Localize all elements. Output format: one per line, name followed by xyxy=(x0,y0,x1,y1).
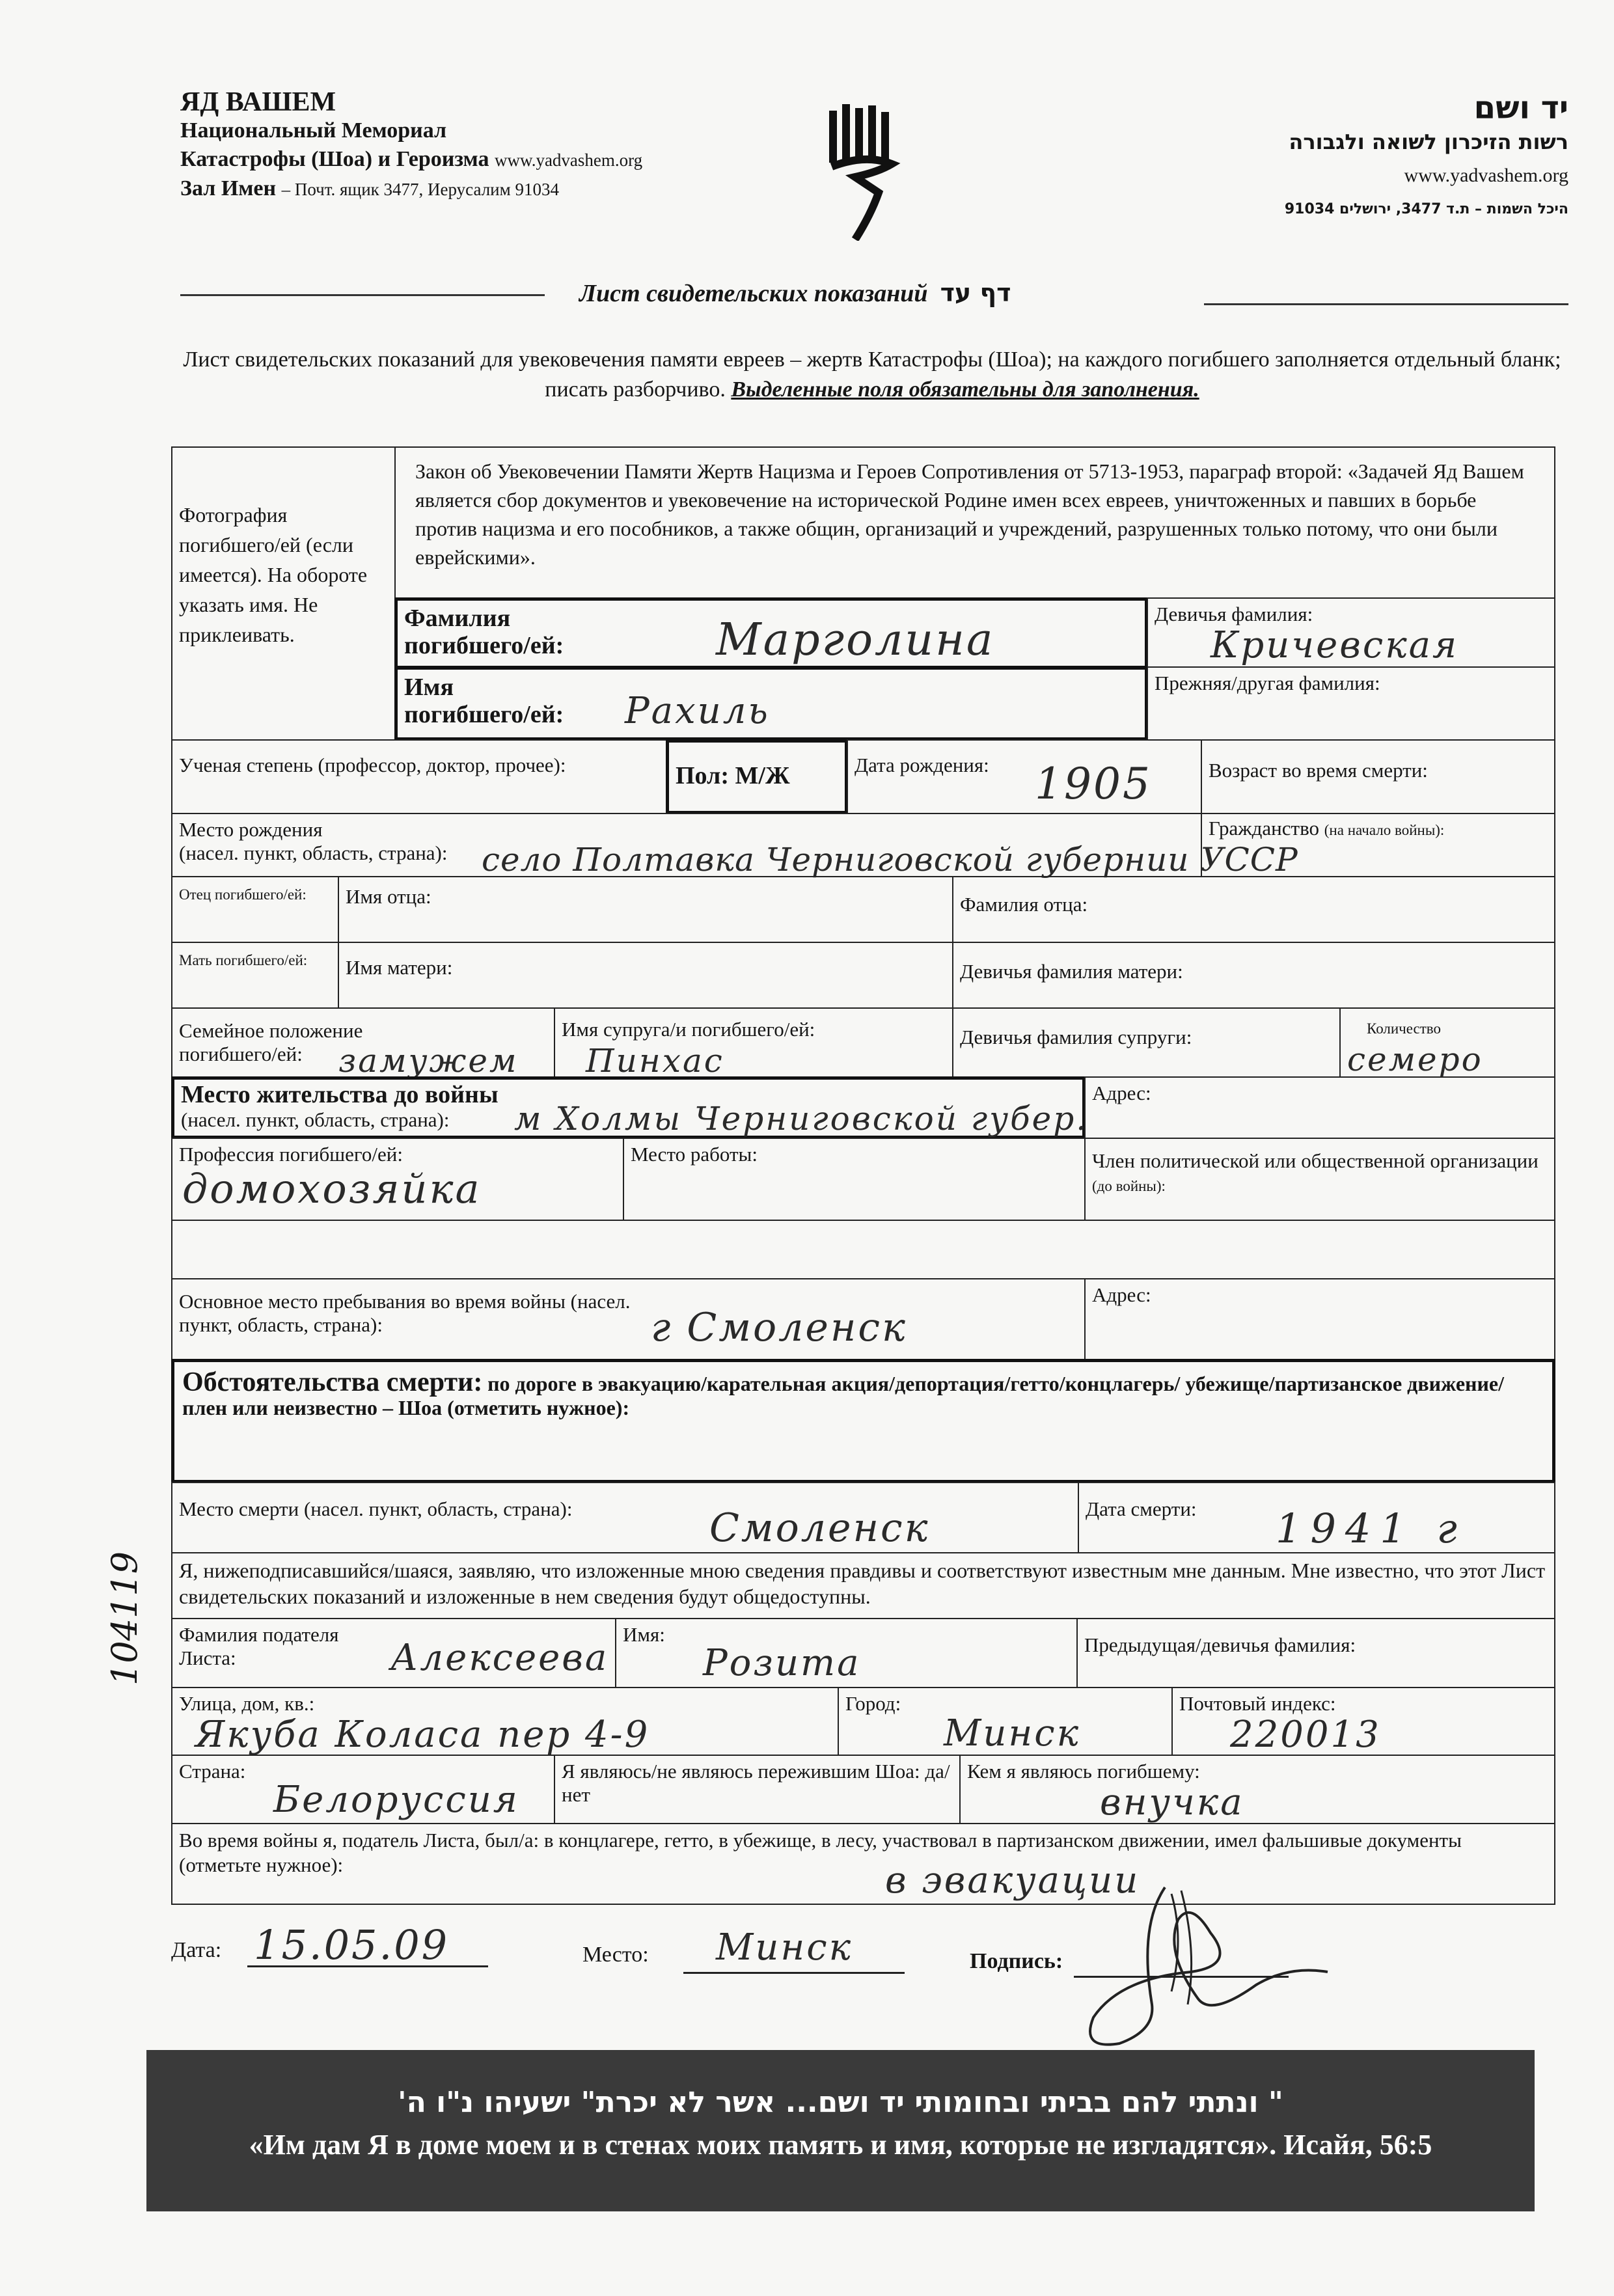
mother-name-label: Имя матери: xyxy=(346,956,453,979)
place-label: Место: xyxy=(582,1943,649,1967)
intro-emphasis: Выделенные поля обязательны для заполнения. xyxy=(731,377,1199,402)
maiden-label: Девичья фамилия: xyxy=(1155,603,1313,625)
form-title xyxy=(579,279,1011,308)
wartime-address-label: Адрес: xyxy=(1092,1283,1151,1306)
other-surname-label: Прежняя/другая фамилия: xyxy=(1155,672,1380,694)
profession-value: домохозяйка xyxy=(182,1165,482,1212)
mother-name-field[interactable] xyxy=(338,942,953,1009)
father-side-label: Отец погибшего/ей: xyxy=(171,876,339,943)
death-circumstances-field[interactable] xyxy=(171,1359,1555,1483)
children-count-label: Количество xyxy=(1367,1020,1441,1037)
mother-maiden-label: Девичья фамилия матери: xyxy=(960,960,1183,983)
children-count-value: семеро xyxy=(1347,1041,1483,1078)
spouse-name-label: Имя супруга/и погибшего/ей: xyxy=(562,1018,815,1041)
father-surname-label: Фамилия отца: xyxy=(960,893,1088,916)
degree-label: Ученая степень (профессор, доктор, прочее): xyxy=(179,754,566,776)
residence-address-field[interactable] xyxy=(1084,1076,1555,1139)
birth-date-value: 1905 xyxy=(1035,759,1152,809)
title-rule-right xyxy=(1204,303,1568,305)
photo-label: Фотография погибшего/ей (если имеется). На обороте указать имя. Не приклеивать. xyxy=(179,503,368,646)
city-label: Город: xyxy=(845,1692,901,1715)
surname-value: Марголина xyxy=(716,614,995,666)
profession-label: Профессия погибшего/ей: xyxy=(179,1143,403,1166)
submitter-war-value: в эвакуации xyxy=(885,1859,1140,1902)
submitter-surname-label: Фамилия подателя Листа: xyxy=(179,1623,339,1669)
org-name-hebrew: יד ושם xyxy=(1473,90,1568,126)
zip-label: Почтовый индекс: xyxy=(1179,1692,1336,1715)
first-name-value: Рахиль xyxy=(625,690,770,732)
citizenship-label: Гражданство xyxy=(1209,817,1320,840)
marital-value: замужем xyxy=(338,1042,519,1080)
residence-label: Место жительства до войны xyxy=(181,1081,499,1108)
workplace-label: Место работы: xyxy=(631,1143,758,1166)
submitter-previous-name-field[interactable] xyxy=(1076,1618,1555,1688)
org-address-hebrew: היכל השמות – ת.ד 3477, ירושלים 91034 xyxy=(1284,201,1568,217)
residence-sublabel: (насел. пункт, область, страна): xyxy=(181,1108,450,1131)
org-line1: Национальный Мемориал xyxy=(180,118,447,143)
wartime-place-field[interactable] xyxy=(171,1278,1086,1360)
quote-banner xyxy=(146,2050,1535,2211)
death-place-label: Место смерти (насел. пункт, область, страна): xyxy=(179,1497,573,1520)
relation-value: внучка xyxy=(1100,1781,1244,1824)
photo-box[interactable] xyxy=(171,446,396,741)
death-date-label: Дата смерти: xyxy=(1086,1497,1197,1520)
father-name-label: Имя отца: xyxy=(346,885,431,908)
workplace-field[interactable] xyxy=(623,1138,1086,1221)
quote-hebrew: " ונתתי להם בביתי ובחומותי יד ושם... אשר לא יכרת" ישעיהו נ"ו ה' xyxy=(398,2086,1283,2119)
relation-label: Кем я являюсь погибшему: xyxy=(967,1760,1200,1783)
submitter-war-field[interactable] xyxy=(171,1823,1555,1905)
date-value: 15.05.09 xyxy=(254,1921,450,1969)
intro-text xyxy=(182,345,1562,405)
birthplace-label: Место рождения xyxy=(179,818,323,841)
hall-name: Зал Имен xyxy=(180,176,277,200)
age-label: Возраст во время смерти: xyxy=(1209,759,1428,782)
org-line2: Катастрофы (Шоа) и Героизма xyxy=(180,147,489,171)
intro-body: Лист свидетельских показаний для увековечения памяти евреев – жертв Катастрофы (Шоа); на каждого погибшего заполняется отдельный бланк; писать разборчиво. xyxy=(183,348,1561,402)
wartime-place-label: Основное место пребывания во время войны (насел. пункт, область, страна): xyxy=(179,1290,631,1336)
survivor-field[interactable] xyxy=(554,1755,961,1824)
place-value: Минск xyxy=(716,1926,853,1969)
street-label: Улица, дом, кв.: xyxy=(179,1692,315,1715)
birthplace-sublabel: (насел. пункт, область, страна): xyxy=(179,841,448,864)
wartime-address-field[interactable] xyxy=(1084,1278,1555,1360)
death-place-value: Смоленск xyxy=(709,1505,930,1551)
residence-address-label: Адрес: xyxy=(1092,1082,1151,1104)
organization-field[interactable] xyxy=(1084,1138,1555,1221)
sex-field[interactable] xyxy=(666,739,848,814)
yad-vashem-logo-icon xyxy=(827,104,905,241)
surname-label-2: погибшего/ей: xyxy=(404,632,564,659)
submitter-previous-name-label: Предыдущая/девичья фамилия: xyxy=(1084,1633,1356,1656)
city-value: Минск xyxy=(944,1712,1081,1755)
degree-field[interactable] xyxy=(171,739,667,814)
org-address: – Почт. ящик 3477, Иерусалим 91034 xyxy=(281,180,559,199)
wartime-place-value: г Смоленск xyxy=(651,1305,907,1350)
place-line[interactable] xyxy=(683,1972,905,1974)
marital-label: Семейное положение погибшего/ей: xyxy=(179,1019,363,1065)
org-url: www.yadvashem.org xyxy=(494,150,643,170)
law-text: Закон об Увековечении Памяти Жертв Нацизма и Героев Сопротивления от 5713-1953, параграф второй: «Задачей Яд Вашем является сбор документов и увековечение на исторической Родине имен всех евреев, уничтоженных и павших в борьбе против нацизма и его пособников, а также общин, организаций и учреждений, разрушенных только потому, что они были еврейскими». xyxy=(394,446,1555,599)
mother-maiden-field[interactable] xyxy=(952,942,1555,1009)
submitter-name-label: Имя: xyxy=(623,1623,665,1646)
organization-note: (до войны): xyxy=(1092,1178,1166,1194)
surname-label: Фамилия xyxy=(404,605,511,632)
other-surname-field[interactable] xyxy=(1147,666,1555,741)
survivor-label[interactable]: Я являюсь/не являюсь пережившим Шоа: да/нет xyxy=(562,1760,950,1806)
relation-field[interactable] xyxy=(959,1755,1555,1824)
form-title-ru: Лист свидетельских показаний xyxy=(579,280,928,307)
header-right xyxy=(1285,91,1568,226)
org-line-hebrew: רשות הזיכרון לשואה ולגבורה xyxy=(1289,130,1568,154)
first-name-label: Имя xyxy=(404,674,454,701)
blank-row[interactable] xyxy=(171,1220,1555,1279)
country-value: Белоруссия xyxy=(273,1779,519,1821)
spouse-maiden-label: Девичья фамилия супруги: xyxy=(960,1026,1192,1048)
death-place-field[interactable] xyxy=(171,1482,1079,1553)
first-name-label-2: погибшего/ей: xyxy=(404,701,564,728)
circumstances-label: Обстоятельства смерти: xyxy=(182,1367,483,1397)
mother-side-label: Мать погибшего/ей: xyxy=(171,942,339,1009)
spouse-maiden-field[interactable] xyxy=(952,1007,1341,1078)
first-name-field[interactable] xyxy=(394,666,1148,741)
birthplace-value: село Полтавка Черниговской губернии УССР xyxy=(482,841,1298,879)
street-value: Якуба Коласа пер 4-9 xyxy=(195,1714,650,1756)
org-url-right: www.yadvashem.org xyxy=(1404,165,1568,186)
citizenship-note: (на начало войны): xyxy=(1324,822,1445,838)
age-field[interactable] xyxy=(1201,739,1555,814)
signature-icon xyxy=(1041,1874,1341,2057)
title-rule-left xyxy=(180,294,545,296)
sex-label: Пол: М/Ж xyxy=(676,762,790,789)
quote-russian: «Им дам Я в доме моем и в стенах моих память и имя, которые не изгладятся». Исайя, 56:5 xyxy=(249,2129,1432,2161)
signature-label: Подпись: xyxy=(970,1949,1063,1973)
form-title-he: דף עד xyxy=(940,279,1011,307)
spouse-name-value: Пинхас xyxy=(586,1042,724,1080)
side-number: 104119 xyxy=(104,1551,145,1686)
submitter-surname-value: Алексеева xyxy=(390,1637,609,1679)
father-name-field[interactable] xyxy=(338,876,953,943)
residence-value: м Холмы Черниговской губер. xyxy=(514,1100,1089,1138)
date-label: Дата: xyxy=(171,1938,222,1962)
maiden-value: Кричевская xyxy=(1210,624,1459,666)
circumstances-options: по дороге в эвакуацию/карательная акция/депортация/гетто/концлагерь/ убежище/партизанское движение/плен или неизвестно – Шоа (отметить нужное): xyxy=(182,1372,1504,1419)
submitter-name-value: Розита xyxy=(703,1642,861,1684)
birth-date-label: Дата рождения: xyxy=(855,754,989,776)
submitter-war-label: Во время войны я, податель Листа, был/а: в концлагере, гетто, в убежище, в лесу, участвовал в партизанском движении, имел фальшивые документы (отметьте нужное): xyxy=(179,1829,1462,1876)
father-surname-field[interactable] xyxy=(952,876,1555,943)
death-date-value: 1941 г xyxy=(1276,1505,1466,1552)
zip-value: 220013 xyxy=(1230,1714,1381,1756)
declaration-text: Я, нижеподписавшийся/шаяся, заявляю, что изложенные мною сведения правдивы и соответствуют известным мне данным. Мне известно, что этот Лист свидетельских показаний и изложенные в нем сведения будут общедоступны. xyxy=(171,1552,1555,1619)
organization-label: Член политической или общественной организации xyxy=(1092,1149,1539,1172)
org-name: ЯД ВАШЕМ xyxy=(180,87,336,117)
country-label: Страна: xyxy=(179,1760,246,1783)
header-left xyxy=(180,88,642,204)
